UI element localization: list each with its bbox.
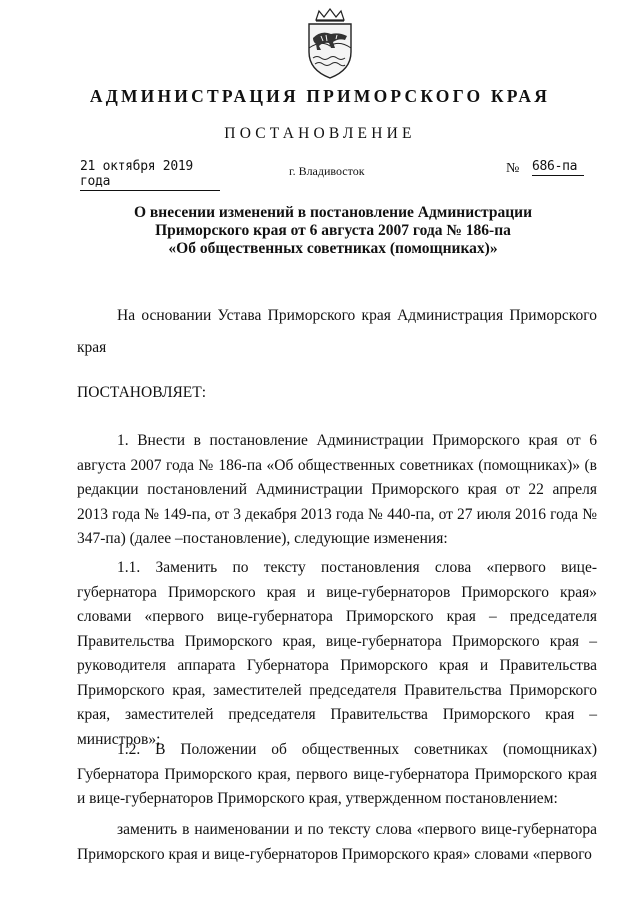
- document-number: 686-па: [532, 159, 584, 176]
- title-line-3: «Об общественных советниках (помощниках)»: [168, 240, 498, 257]
- title-line-1: О внесении изменений в постановление Администрации: [133, 204, 532, 221]
- item-1-2-a-paragraph: заменить в наименовании и по тексту слова «первого вице-губернатора Приморского края и вице-губернаторов Приморского края» словами «первого: [77, 821, 597, 863]
- document-city: г. Владивосток: [289, 164, 365, 178]
- document-title: [100, 204, 566, 258]
- organization-name: АДМИНИСТРАЦИЯ ПРИМОРСКОГО КРАЯ: [89, 86, 551, 106]
- title-line-2: Приморского края от 6 августа 2007 года № 186-па: [155, 222, 511, 239]
- item-1-paragraph: 1. Внести в постановление Администрации Приморского края от 6 августа 2007 года № 186-па «Об общественных советниках (помощниках)» (в редакции постановлений Администрации Приморского края от 22 апреля 2013 года № 149-па, от 3 декабря 2013 года № 440-па, от 27 июля 2016 года № 347-па) (далее –постановление), следующие изменения:: [77, 432, 597, 547]
- resolve-heading: ПОСТАНОВЛЯЕТ:: [77, 384, 207, 401]
- coat-of-arms-emblem: [299, 8, 361, 80]
- item-1-1-paragraph: 1.1. Заменить по тексту постановления слова «первого вице-губернатора Приморского края и вице-губернаторов Приморского края» словами «первого вице-губернатора Приморского края – председателя Правительства Приморского края, вице-губернатора Приморского края – руководителя аппарата Губернатора Приморского края и Правительства Приморского края, заместителей председателя Правительства Приморского края, заместителей председателя Правительства Приморского края – министров»;: [77, 559, 597, 748]
- number-label: №: [506, 161, 520, 176]
- coat-of-arms-icon: [299, 8, 361, 80]
- basis-paragraph: На основании Устава Приморского края Администрация Приморского края: [77, 307, 597, 356]
- document-date: 21 октября 2019 года: [80, 159, 220, 191]
- item-1-2-paragraph: 1.2. В Положении об общественных советниках (помощниках) Губернатора Приморского края, первого вице-губернатора Приморского края и вице-губернаторов Приморского края, утвержденном постановлением:: [77, 741, 597, 807]
- document-type: ПОСТАНОВЛЕНИЕ: [224, 125, 416, 142]
